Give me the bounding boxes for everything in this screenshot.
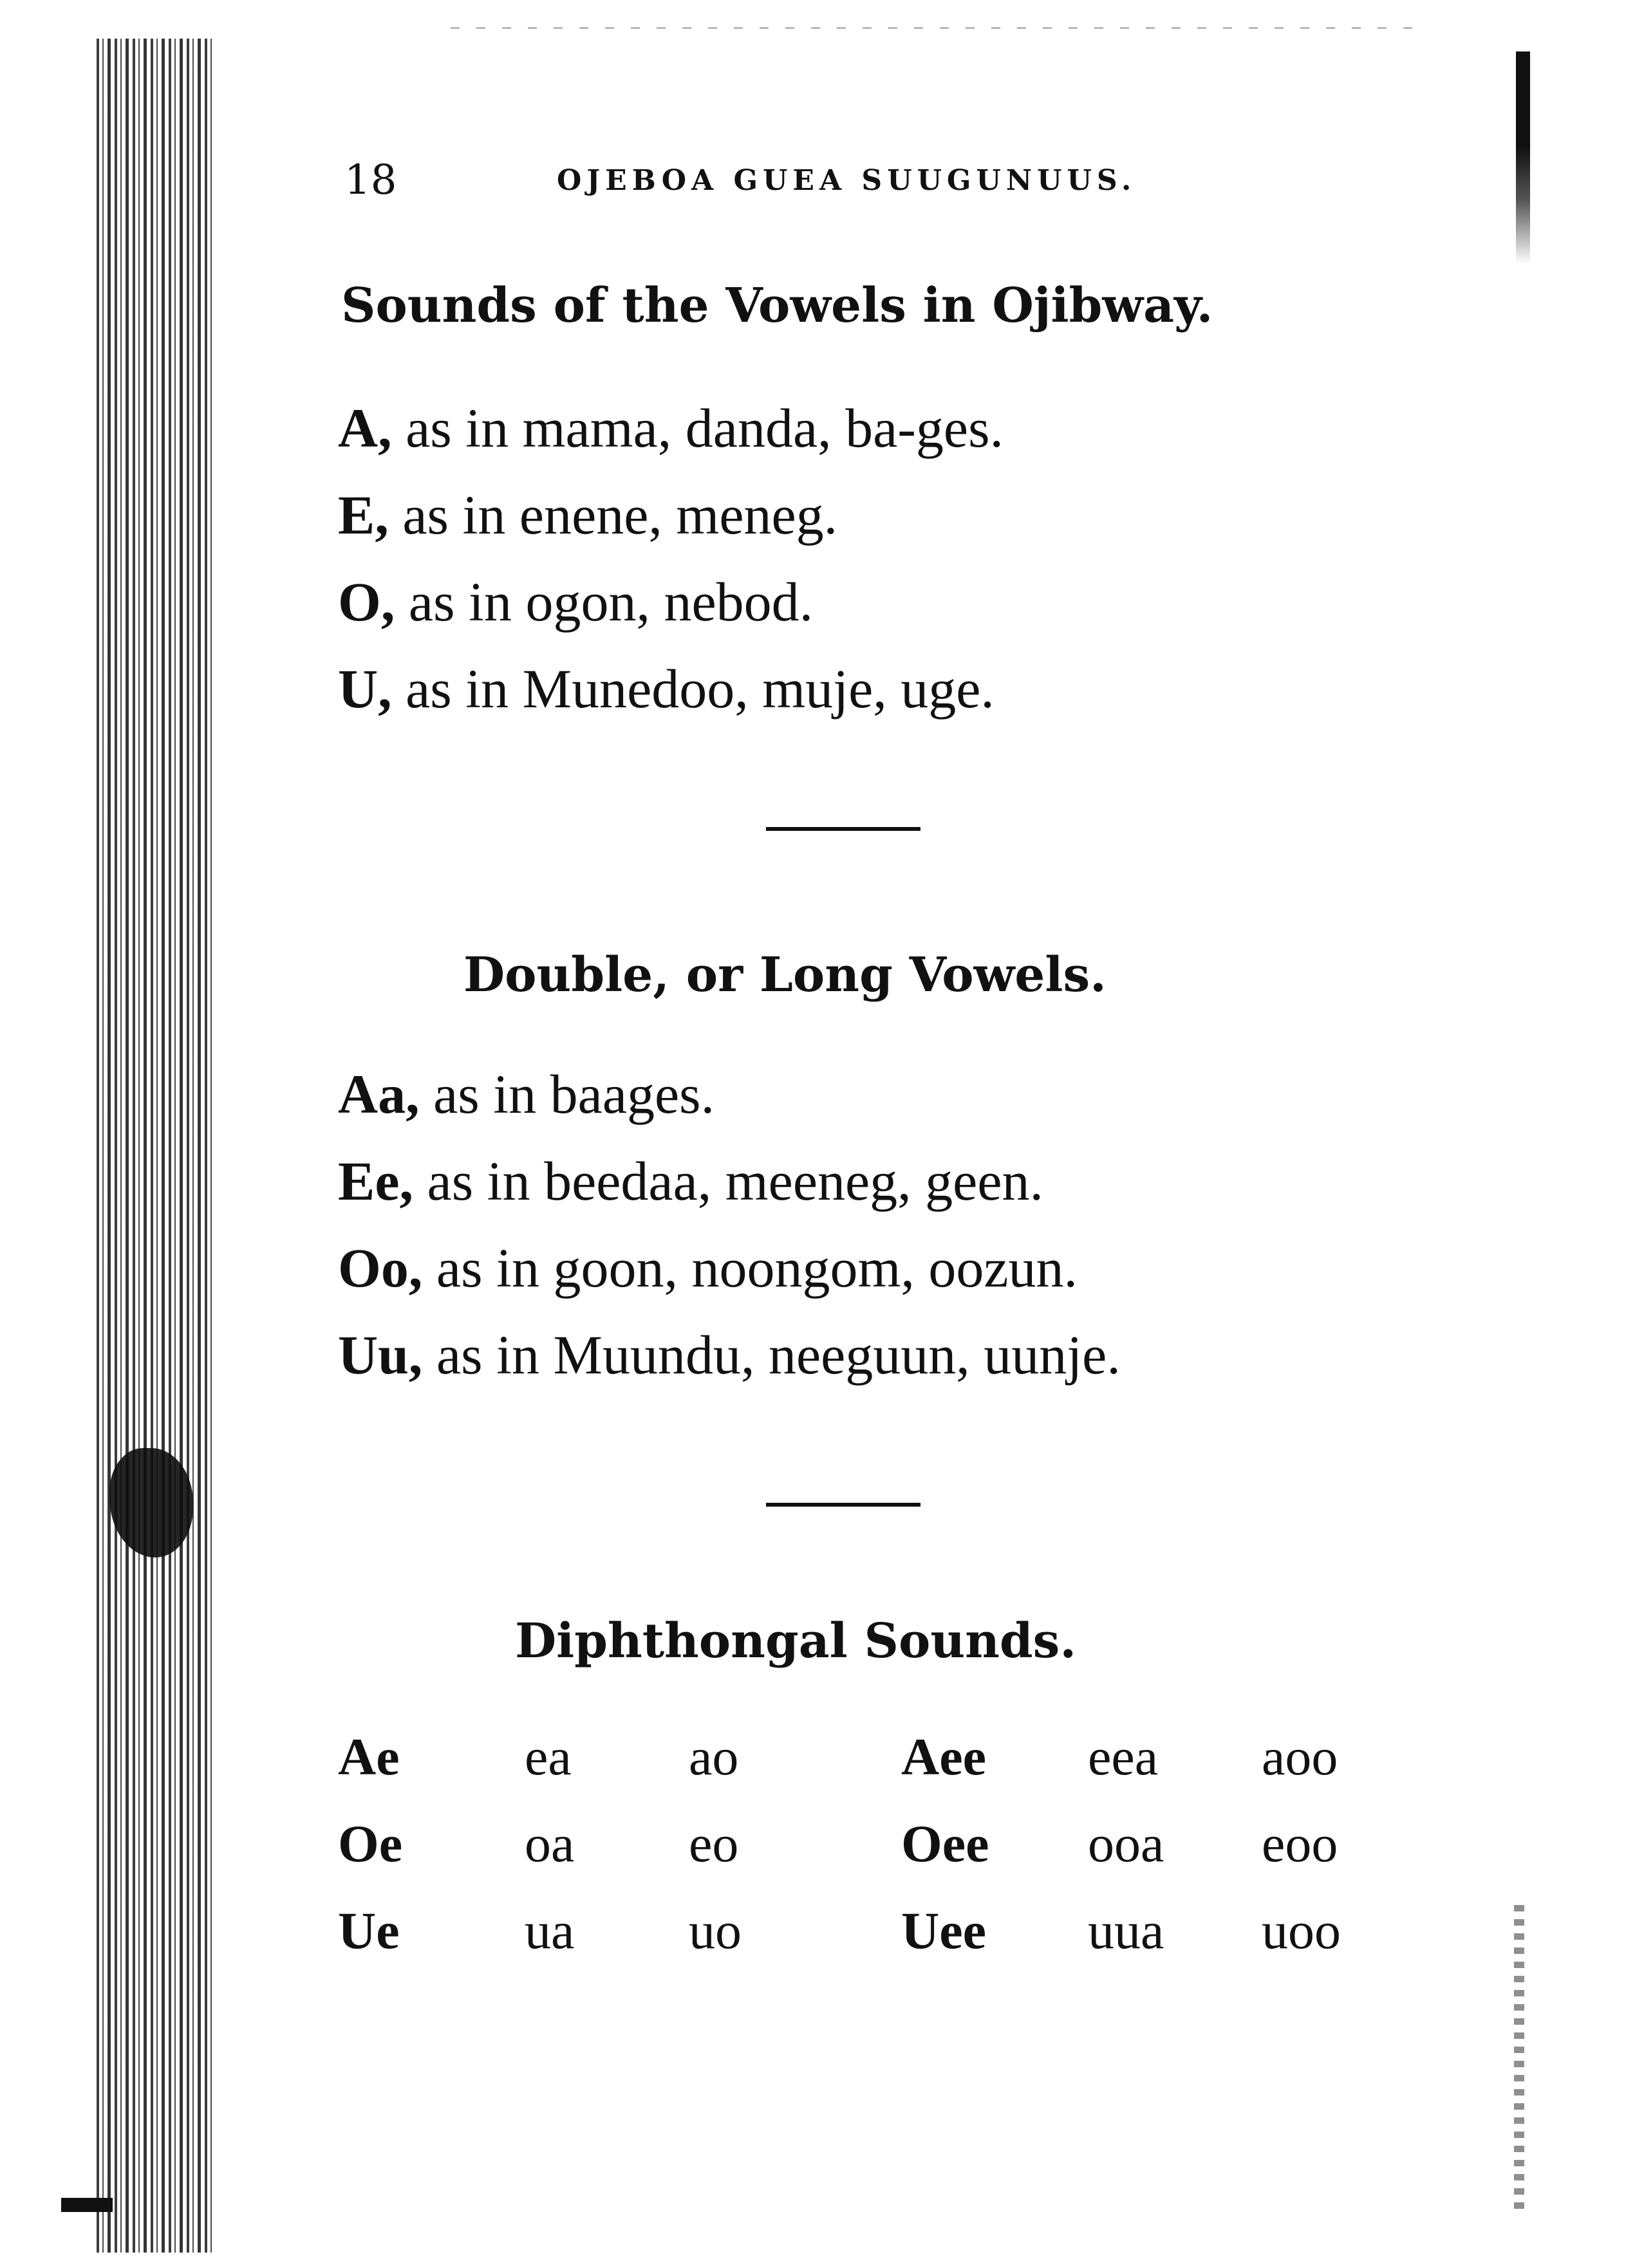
running-head: [344, 158, 1207, 203]
vowel-letter: O,: [338, 571, 395, 633]
diphthong-cell: Oe: [338, 1814, 403, 1873]
diphthong-cell: aoo: [1262, 1727, 1338, 1786]
long-vowel-example: as in Muundu, neeguun, uunje.: [422, 1324, 1121, 1386]
vowel-line: [338, 656, 995, 721]
book-binding-gutter: [97, 39, 212, 2253]
long-vowel-letters: Ee,: [338, 1150, 414, 1212]
diphthong-cell: oa: [525, 1814, 575, 1873]
diphthong-cell: Aee: [901, 1727, 987, 1786]
long-vowel-example: as in goon, noongom, oozun.: [422, 1237, 1078, 1299]
diphthong-cell: uoo: [1262, 1901, 1341, 1960]
vowel-letter: E,: [338, 484, 389, 546]
vowel-line: [338, 396, 1004, 460]
diphthong-cell: Uee: [901, 1901, 987, 1960]
section-heading-diphthongs: Diphthongal Sounds.: [515, 1613, 1077, 1669]
vowel-example: as in enene, meneg.: [388, 484, 838, 546]
diphthong-cell: Oee: [901, 1814, 989, 1873]
diphthong-cell: Ae: [338, 1727, 400, 1786]
vowel-letter: A,: [338, 397, 392, 459]
diphthong-cell: eoo: [1262, 1814, 1338, 1873]
section-heading-vowels: Sounds of the Vowels in Ojibway.: [341, 278, 1213, 333]
long-vowel-letters: Oo,: [338, 1237, 423, 1299]
long-vowel-line: [338, 1323, 1121, 1387]
vowel-line: [338, 483, 837, 547]
diphthong-cell: uo: [689, 1901, 742, 1960]
vowel-line: [338, 570, 813, 634]
section-divider: [766, 827, 920, 831]
right-edge-artifact: [1516, 51, 1530, 264]
section-heading-long-vowels: Double, or Long Vowels.: [463, 947, 1107, 1003]
diphthong-row: [338, 1812, 1400, 1876]
diphthong-cell: ao: [689, 1727, 739, 1786]
diphthong-cell: eea: [1088, 1727, 1159, 1786]
diphthong-cell: ooa: [1088, 1814, 1164, 1873]
long-vowel-line: [338, 1062, 715, 1126]
diphthong-row: [338, 1899, 1400, 1963]
long-vowel-letters: Uu,: [338, 1324, 423, 1386]
vowel-letter: U,: [338, 658, 392, 720]
long-vowel-example: as in baages.: [419, 1063, 715, 1125]
long-vowel-example: as in beedaa, meeneg, geen.: [413, 1150, 1044, 1212]
diphthong-cell: Ue: [338, 1901, 400, 1960]
long-vowel-letters: Aa,: [338, 1063, 420, 1125]
vowel-example: as in Munedoo, muje, uge.: [391, 658, 995, 720]
binding-mark: [61, 2198, 113, 2212]
vowel-example: as in mama, danda, ba-ges.: [391, 397, 1004, 459]
long-vowel-line: [338, 1149, 1043, 1213]
right-edge-artifact-lower: [1514, 1905, 1524, 2214]
section-divider: [766, 1503, 920, 1507]
diphthong-row: [338, 1725, 1400, 1789]
top-scan-artifact: [451, 27, 1416, 29]
vowel-example: as in ogon, nebod.: [395, 571, 814, 633]
page-number: 18: [344, 156, 397, 204]
diphthong-cell: ua: [525, 1901, 575, 1960]
running-title: OJEBOA GUEA SUUGUNUUS.: [557, 164, 1137, 197]
long-vowel-line: [338, 1236, 1078, 1300]
diphthong-cell: eo: [689, 1814, 739, 1873]
diphthong-cell: ea: [525, 1727, 572, 1786]
diphthong-cell: uua: [1088, 1901, 1164, 1960]
